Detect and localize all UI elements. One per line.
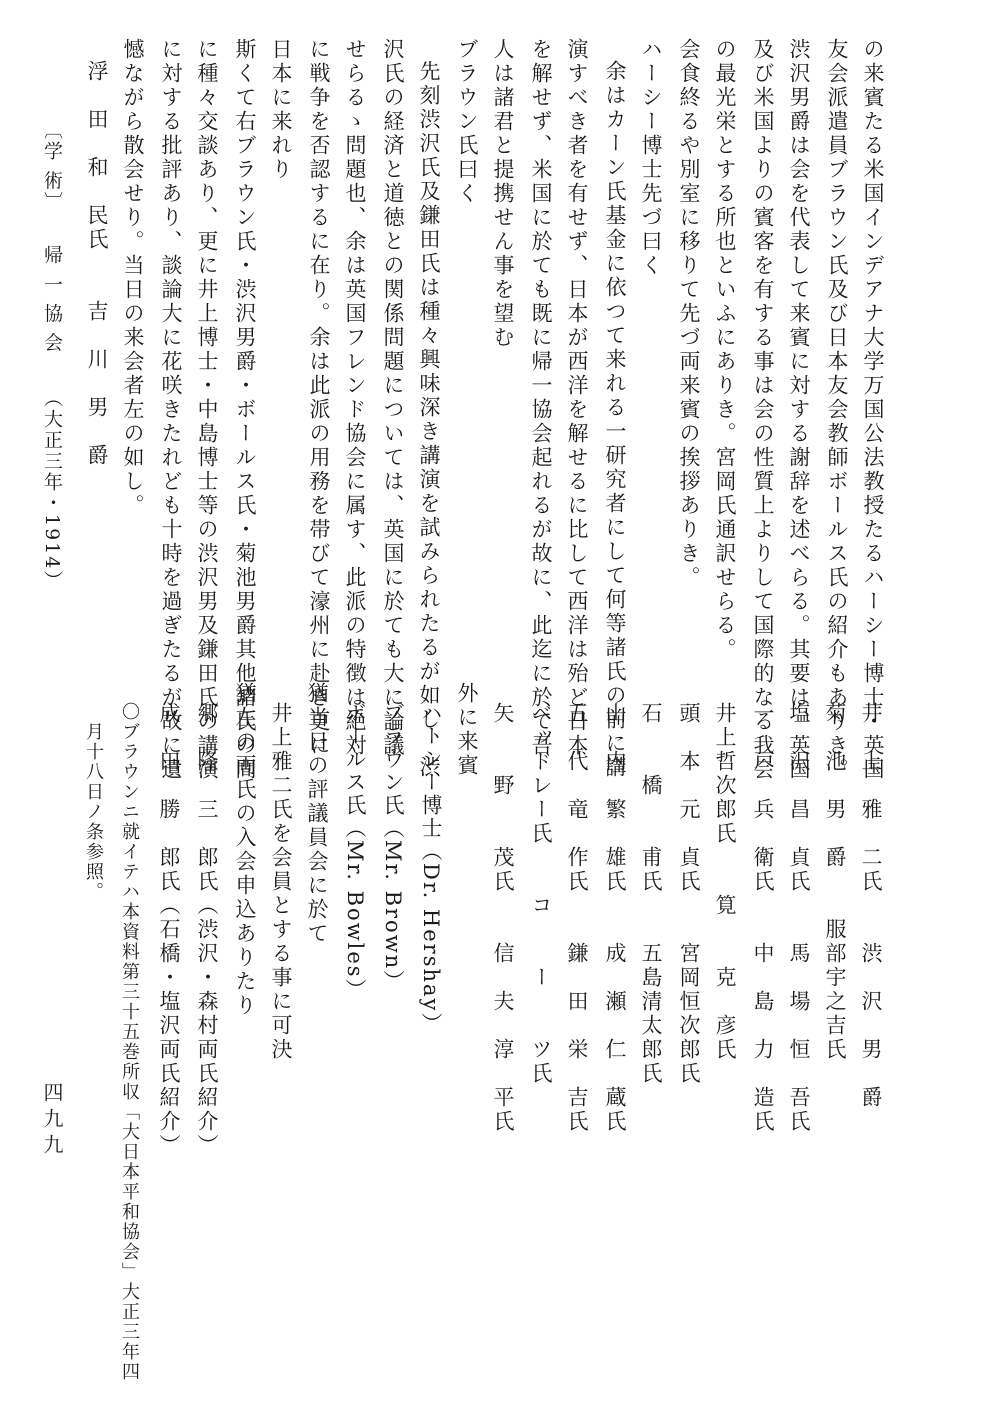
- upper-line-18: 斯くて右ブラウン氏・渋沢男爵・ボールス氏・菊池男爵其他諸氏の間: [233, 38, 257, 782]
- lower-line-12: 外に来賓: [455, 682, 479, 778]
- upper-line-14: 沢氏の経済と道徳との関係問題については、英国に於ても大に論議: [381, 38, 405, 758]
- lower-line-19: 郷 隆 三 郎氏（渋沢・森村両氏紹介）: [195, 702, 219, 1158]
- lower-line-16: 猶当日の評議員会に於て: [305, 682, 329, 946]
- upper-line-12: ブラウン氏曰く: [455, 38, 479, 206]
- upper-line-2: 友会派遣員ブラウン氏及び日本友会教師ボールス氏の紹介もありき。: [825, 38, 849, 782]
- page-number: 四九九: [40, 1082, 64, 1160]
- upper-line-8: 余はカーン氏基金に依つて来れる一研究者にして何等諸氏の前に講: [603, 60, 627, 780]
- lower-line-2: 菊 池 男 爵 服部宇之吉氏: [823, 702, 847, 1062]
- upper-line-17: 日本に来れり: [269, 38, 293, 182]
- lower-line-8: 山 内 繁 雄氏 成 瀬 仁 蔵氏: [603, 702, 627, 1134]
- upper-line-16: に戦争を否認するに在り。余は此派の用務を帯びて濠州に赴き更に: [307, 38, 331, 758]
- upper-line-20: に対する批評あり、談論大に花咲きたれども十時を過ぎたるが故に遺: [159, 38, 183, 782]
- header-organization: 帰 一 協 会: [41, 245, 63, 354]
- lower-line-15: ボールス氏（Mr. Bowles）: [343, 702, 367, 1002]
- lower-line-10: ベッドレー氏 コ ー ツ氏: [529, 702, 553, 1086]
- upper-line-9: 演すべき者を有せず、日本が西洋を解せるに比して西洋は殆ど日本: [565, 38, 589, 758]
- lower-line-6: 頭 本 元 貞氏 宮岡恒次郎氏: [677, 702, 701, 1086]
- lower-line-5: 井上哲次郎氏 筧 克 彦氏: [713, 702, 737, 1062]
- lower-line-14: ブラウン氏（Mr. Brown）: [381, 702, 405, 994]
- upper-line-7: ハーシー博士先づ曰く: [639, 38, 663, 278]
- upper-line-11: 人は諸君と提携せん事を望む: [491, 38, 515, 350]
- upper-line-13: 先刻渋沢氏及鎌田氏は種々興味深き講演を試みられたるが如し、渋: [417, 60, 441, 780]
- upper-line-10: を解せず、米国に於ても既に帰一協会起れるが故に、此迄に於て吾: [529, 38, 553, 758]
- lower-line-3: 塩 沢 昌 貞氏 馬 場 恒 吾氏: [787, 702, 811, 1134]
- footnote-line-2: 月十八日ノ条参照。: [83, 722, 104, 902]
- upper-line-3: 渋沢男爵は会を代表して来賓に対する謝辞を述べらる。其要は、英国: [787, 38, 811, 782]
- lower-line-11: 矢 野 茂氏 信 夫 淳 平氏: [491, 702, 515, 1134]
- header-date: （大正三年・1914）: [41, 388, 63, 592]
- lower-line-13: ハーシー博士（Dr. Hershay）: [419, 702, 443, 1036]
- header-category: 〔学 術〕: [41, 120, 63, 213]
- lower-line-7: 石 橋 甫氏 五島清太郎氏: [639, 702, 663, 1086]
- lower-line-1: 井 上 雅 二氏 渋 沢 男 爵: [859, 702, 883, 1110]
- upper-line-22: 浮 田 和 民氏 吉 川 男 爵: [85, 60, 109, 468]
- upper-line-15: せらるゝ問題也、余は英国フレンド協会に属す、此派の特徴は絶対: [343, 38, 367, 758]
- upper-line-1: の来賓たる米国インデアナ大学万国公法教授たるハーシー博士・英国: [861, 38, 885, 782]
- upper-line-21: 憾ながら散会せり。当日の来会者左の如し。: [121, 38, 145, 518]
- upper-line-6: 会食終るや別室に移りて先づ両来賓の挨拶ありき。: [677, 38, 701, 590]
- lower-line-4: 一 戸 兵 衛氏 中 島 力 造氏: [751, 702, 775, 1134]
- lower-line-9: 五 代 竜 作氏 鎌 田 栄 吉氏: [565, 702, 589, 1134]
- lower-line-17: 井上雅二氏を会員とする事に可決: [269, 702, 293, 1062]
- upper-line-4: 及び米国よりの賓客を有する事は会の性質上よりして国際的なる我会: [751, 38, 775, 782]
- lower-line-20: 成 田 勝 郎氏（石橋・塩沢両氏紹介）: [157, 702, 181, 1158]
- upper-line-5: の最光栄とする所也といふにありき。宮岡氏通訳せらる。: [713, 38, 737, 662]
- footnote-line-1: 〇ブラウンニ就イテハ本資料第三十五巻所収「大日本平和協会」大正三年四: [119, 702, 140, 1382]
- lower-line-18: 猶左の両氏の入会申込ありたり: [233, 682, 257, 1018]
- upper-line-19: に種々交談あり、更に井上博士・中島博士等の渋沢男及鎌田氏の講演: [195, 38, 219, 782]
